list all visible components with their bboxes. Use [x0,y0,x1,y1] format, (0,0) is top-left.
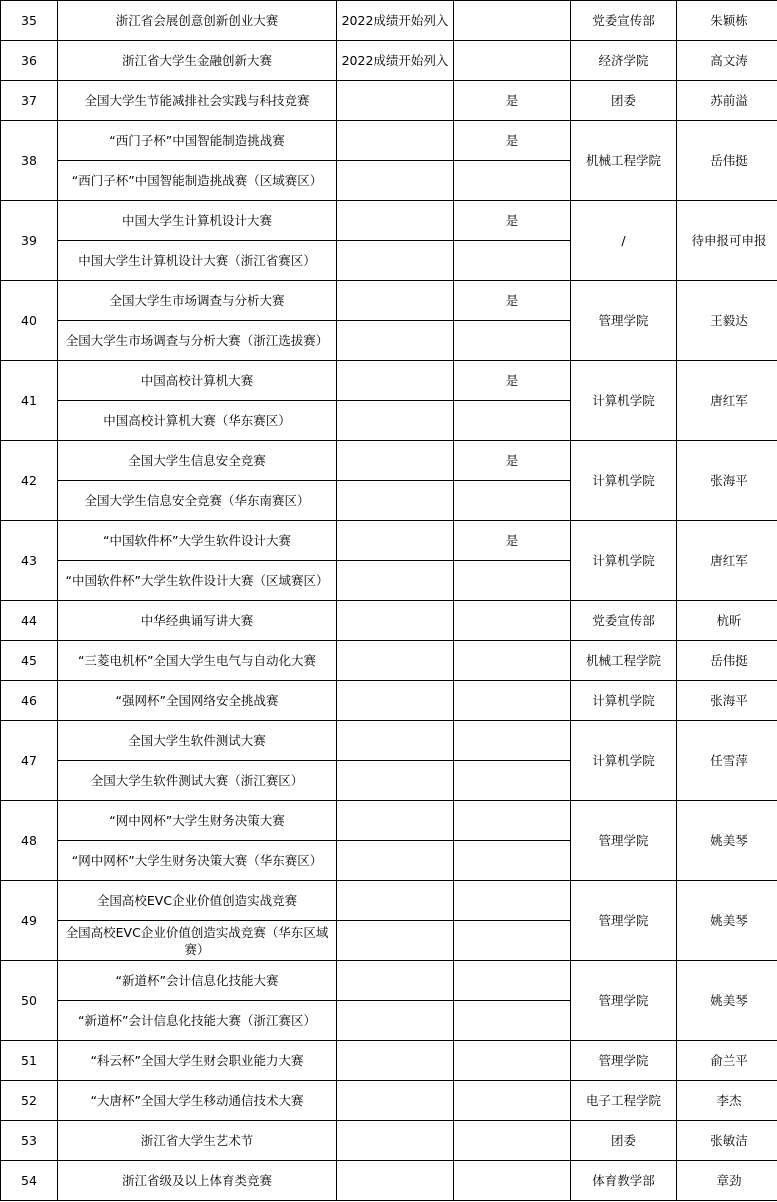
key-flag-cell [454,1161,571,1201]
contact-person-cell: 苏前溢 [677,81,777,121]
competition-name: 中华经典诵写讲大赛 [58,601,337,641]
key-flag-cell [454,761,571,801]
department-cell: 体育教学部 [571,1161,677,1201]
competition-name: “西门子杯”中国智能制造挑战赛 [58,121,337,161]
note-cell [337,441,454,481]
department-cell: / [571,201,677,281]
table-row [1,1121,777,1161]
row-number: 35 [1,1,58,41]
competition-name: “大唐杯”全国大学生移动通信技术大赛 [58,1081,337,1121]
competition-name: “西门子杯”中国智能制造挑战赛（区域赛区） [58,161,337,201]
key-flag-cell [454,241,571,281]
note-cell: 2022成绩开始列入 [337,1,454,41]
competition-name: “新道杯”会计信息化技能大赛 [58,961,337,1001]
contact-person-cell: 姚美琴 [677,961,777,1041]
key-flag-cell [454,561,571,601]
note-cell [337,481,454,521]
note-cell [337,601,454,641]
row-number: 42 [1,441,58,521]
contact-person-cell: 杭昕 [677,601,777,641]
row-number: 44 [1,601,58,641]
table-row [1,1041,777,1081]
department-cell: 计算机学院 [571,521,677,601]
table-row [1,721,777,761]
note-cell [337,121,454,161]
competition-name: “网中网杯”大学生财务决策大赛（华东赛区） [58,841,337,881]
row-number: 36 [1,41,58,81]
department-cell: 计算机学院 [571,721,677,801]
row-number: 40 [1,281,58,361]
note-cell [337,1121,454,1161]
contact-person-cell: 张海平 [677,441,777,521]
note-cell [337,1081,454,1121]
table-row [1,521,777,561]
note-cell [337,401,454,441]
key-flag-cell: 是 [454,281,571,321]
department-cell: 经济学院 [571,41,677,81]
note-cell [337,681,454,721]
row-number: 48 [1,801,58,881]
competition-table-body [1,1,777,1201]
row-number: 45 [1,641,58,681]
competition-name: 全国大学生市场调查与分析大赛 [58,281,337,321]
key-flag-cell [454,1081,571,1121]
competition-name: 中国大学生计算机设计大赛 [58,201,337,241]
department-cell: 管理学院 [571,881,677,961]
key-flag-cell [454,921,571,961]
contact-person-cell: 任雪萍 [677,721,777,801]
table-row [1,681,777,721]
key-flag-cell [454,601,571,641]
department-cell: 团委 [571,81,677,121]
note-cell: 2022成绩开始列入 [337,41,454,81]
competition-name: 浙江省级及以上体育类竞赛 [58,1161,337,1201]
key-flag-cell: 是 [454,81,571,121]
key-flag-cell [454,881,571,921]
department-cell: 机械工程学院 [571,641,677,681]
note-cell [337,241,454,281]
competition-name: 浙江省会展创意创新创业大赛 [58,1,337,41]
row-number: 46 [1,681,58,721]
note-cell [337,281,454,321]
key-flag-cell: 是 [454,201,571,241]
department-cell: 计算机学院 [571,361,677,441]
table-row [1,441,777,481]
row-number: 37 [1,81,58,121]
table-row [1,41,777,81]
note-cell [337,561,454,601]
table-row [1,1081,777,1121]
table-row [1,601,777,641]
department-cell: 团委 [571,1121,677,1161]
table-row [1,1,777,41]
table-row [1,361,777,401]
note-cell [337,721,454,761]
row-number: 52 [1,1081,58,1121]
contact-person-cell: 张敏洁 [677,1121,777,1161]
contact-person-cell: 姚美琴 [677,801,777,881]
contact-person-cell: 张海平 [677,681,777,721]
competition-name: “科云杯”全国大学生财会职业能力大赛 [58,1041,337,1081]
key-flag-cell [454,161,571,201]
key-flag-cell: 是 [454,121,571,161]
table-row [1,281,777,321]
contact-person-cell: 唐红军 [677,361,777,441]
note-cell [337,361,454,401]
row-number: 39 [1,201,58,281]
department-cell: 党委宣传部 [571,1,677,41]
department-cell: 管理学院 [571,961,677,1041]
contact-person-cell: 朱颖栋 [677,1,777,41]
key-flag-cell [454,681,571,721]
department-cell: 管理学院 [571,281,677,361]
department-cell: 电子工程学院 [571,1081,677,1121]
row-number: 53 [1,1121,58,1161]
competition-name: “三菱电机杯”全国大学生电气与自动化大赛 [58,641,337,681]
competition-name: 全国大学生软件测试大赛（浙江赛区） [58,761,337,801]
competition-name: 全国高校EVC企业价值创造实战竞赛（华东区域赛） [58,921,337,961]
note-cell [337,641,454,681]
competition-name: “网中网杯”大学生财务决策大赛 [58,801,337,841]
key-flag-cell [454,1041,571,1081]
contact-person-cell: 岳伟挺 [677,641,777,681]
contact-person-cell: 俞兰平 [677,1041,777,1081]
key-flag-cell: 是 [454,441,571,481]
competition-name: 全国大学生信息安全竞赛（华东南赛区） [58,481,337,521]
key-flag-cell [454,641,571,681]
key-flag-cell: 是 [454,521,571,561]
contact-person-cell: 姚美琴 [677,881,777,961]
row-number: 49 [1,881,58,961]
department-cell: 计算机学院 [571,441,677,521]
competition-name: 全国大学生市场调查与分析大赛（浙江选拔赛） [58,321,337,361]
contact-person-cell: 高文涛 [677,41,777,81]
row-number: 54 [1,1161,58,1201]
row-number: 51 [1,1041,58,1081]
note-cell [337,201,454,241]
key-flag-cell [454,841,571,881]
competition-name: 中国高校计算机大赛（华东赛区） [58,401,337,441]
competition-name: 全国大学生软件测试大赛 [58,721,337,761]
competition-name: “中国软件杯”大学生软件设计大赛（区域赛区） [58,561,337,601]
key-flag-cell [454,401,571,441]
competition-name: “强网杯”全国网络安全挑战赛 [58,681,337,721]
note-cell [337,761,454,801]
table-row [1,641,777,681]
contact-person-cell: 唐红军 [677,521,777,601]
note-cell [337,161,454,201]
table-row [1,801,777,841]
competition-name: “新道杯”会计信息化技能大赛（浙江赛区） [58,1001,337,1041]
table-row [1,961,777,1001]
row-number: 41 [1,361,58,441]
table-row [1,1161,777,1201]
table-row [1,201,777,241]
contact-person-cell: 岳伟挺 [677,121,777,201]
competition-name: 浙江省大学生艺术节 [58,1121,337,1161]
note-cell [337,881,454,921]
contact-person-cell: 待申报可申报 [677,201,777,281]
key-flag-cell [454,1,571,41]
note-cell [337,921,454,961]
note-cell [337,801,454,841]
competition-name: 全国高校EVC企业价值创造实战竞赛 [58,881,337,921]
note-cell [337,1001,454,1041]
key-flag-cell: 是 [454,361,571,401]
row-number: 43 [1,521,58,601]
key-flag-cell [454,481,571,521]
competition-name: “中国软件杯”大学生软件设计大赛 [58,521,337,561]
key-flag-cell [454,801,571,841]
department-cell: 管理学院 [571,1041,677,1081]
contact-person-cell: 王毅达 [677,281,777,361]
key-flag-cell [454,1001,571,1041]
department-cell: 党委宣传部 [571,601,677,641]
row-number: 38 [1,121,58,201]
key-flag-cell [454,1121,571,1161]
contact-person-cell: 章劲 [677,1161,777,1201]
department-cell: 机械工程学院 [571,121,677,201]
key-flag-cell [454,721,571,761]
note-cell [337,1161,454,1201]
competition-name: 中国大学生计算机设计大赛（浙江省赛区） [58,241,337,281]
row-number: 50 [1,961,58,1041]
note-cell [337,321,454,361]
note-cell [337,1041,454,1081]
key-flag-cell [454,321,571,361]
department-cell: 计算机学院 [571,681,677,721]
note-cell [337,961,454,1001]
competition-name: 全国大学生信息安全竞赛 [58,441,337,481]
note-cell [337,81,454,121]
row-number: 47 [1,721,58,801]
competition-name: 全国大学生节能减排社会实践与科技竞赛 [58,81,337,121]
key-flag-cell [454,41,571,81]
competition-name: 中国高校计算机大赛 [58,361,337,401]
table-row [1,81,777,121]
table-row [1,881,777,921]
key-flag-cell [454,961,571,1001]
competition-name: 浙江省大学生金融创新大赛 [58,41,337,81]
contact-person-cell: 李杰 [677,1081,777,1121]
note-cell [337,521,454,561]
table-row [1,121,777,161]
department-cell: 管理学院 [571,801,677,881]
note-cell [337,841,454,881]
